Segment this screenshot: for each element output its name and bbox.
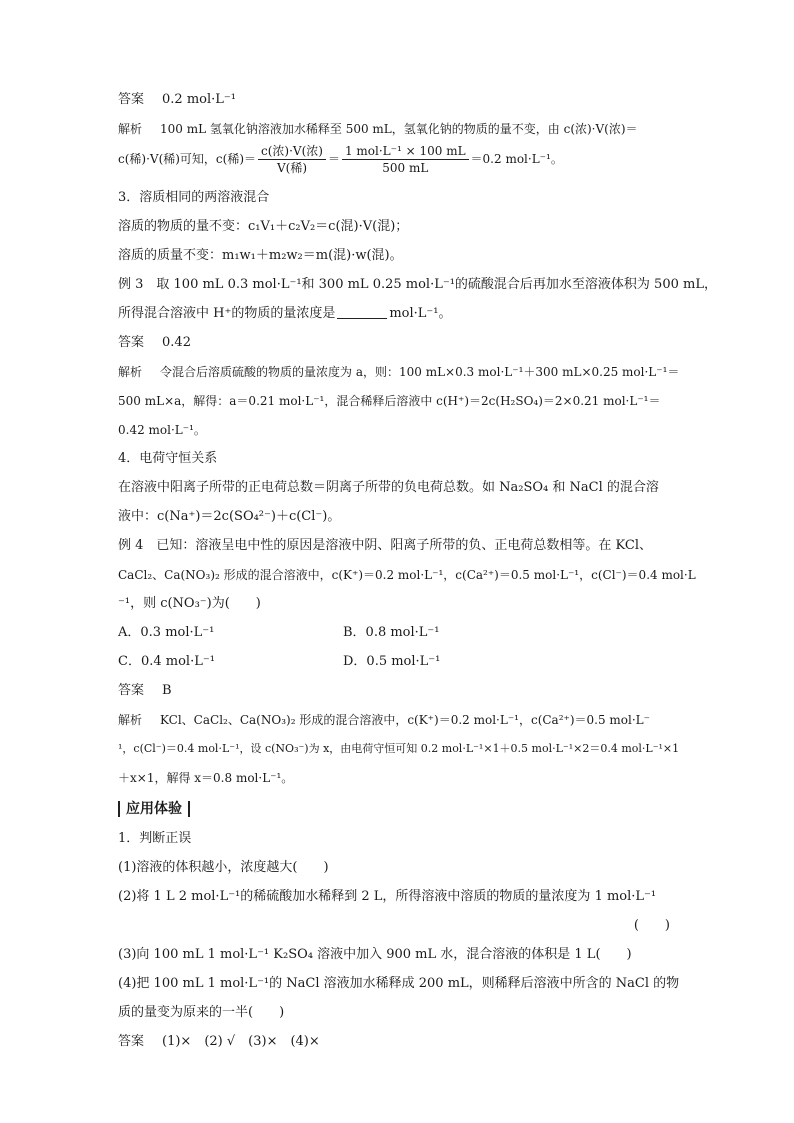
answer-blank (337, 304, 387, 319)
analysis-3-line-1: 解析 令混合后溶质硫酸的物质的量浓度为 a，则：100 mL×0.3 mol·L⁻¹＋300 mL×0.25 mol·L⁻¹＝ (118, 365, 680, 379)
answer-1 (118, 90, 678, 110)
option-b[interactable]: B．0.8 mol·L⁻¹ (343, 625, 440, 640)
question-1[interactable]: (1)溶液的体积越小，浓度越大( ) (118, 860, 329, 875)
answer-4: 答案 B (118, 683, 172, 698)
section-4-line-2: 液中：c(Na⁺)＝2c(SO₄²⁻)＋c(Cl⁻)。 (118, 509, 341, 524)
option-a[interactable]: A．0.3 mol·L⁻¹ (118, 625, 215, 640)
option-c[interactable]: C．0.4 mol·L⁻¹ (118, 654, 215, 669)
section-4-line-1: 在溶液中阳离子所带的正电荷总数＝阴离子所带的负电荷总数。如 Na₂SO₄ 和 NaCl 的混合溶 (118, 480, 659, 495)
question-title: 1．判断正误 (118, 831, 192, 846)
option-d[interactable]: D．0.5 mol·L⁻¹ (343, 654, 441, 669)
question-2[interactable]: (2)将 1 L 2 mol·L⁻¹的稀硫酸加水稀释到 2 L，所得溶液中溶质的物质的量浓度为 1 mol·L⁻¹ (118, 889, 657, 904)
analysis-4-line-2: ¹，c(Cl⁻)＝0.4 mol·L⁻¹，设 c(NO₃⁻)为 x，由电荷守恒可知 0.2 mol·L⁻¹×1＋0.5 mol·L⁻¹×2＝0.4 mol·L⁻¹×1 (118, 742, 680, 755)
fraction-concentration: $\frac{\text{c(浓)·V(浓)}}{\text{V(稀)}}$ (258, 143, 326, 176)
analysis-1-line-1: 解析 100 mL 氢氧化钠溶液加水稀释至 500 mL，氢氧化钠的物质的量不变，由 c(浓)·V(浓)＝ (118, 119, 678, 139)
analysis-3-line-3: 0.42 mol·L⁻¹。 (118, 423, 206, 437)
question-4-line-1[interactable]: (4)把 100 mL 1 mol·L⁻¹的 NaCl 溶液加水稀释成 200 mL，则稀释后溶液中所含的 NaCl 的物 (118, 976, 680, 991)
fraction-values: $\frac{\text{1 mol·L⁻¹ × 100 mL}}{500 mL}$ (342, 143, 469, 176)
example-4-line-3: ⁻¹，则 c(NO₃⁻)为( ) (118, 596, 261, 611)
example-4-line-1: 例 4 已知：溶液呈电中性的原因是溶液中阴、阳离子所带的负、正电荷总数相等。在 KCl、 (118, 538, 653, 553)
document-page (118, 90, 717, 1052)
example-4-line-2: CaCl₂、Ca(NO₃)₂ 形成的混合溶液中，c(K⁺)＝0.2 mol·L⁻¹，c(Ca²⁺)＝0.5 mol·L⁻¹，c(Cl⁻)＝0.4 mol·L (118, 568, 696, 582)
analysis-1-line-2: c(稀)·V(稀)可知，c(稀)＝ $\frac{\text{c(浓)·V(浓)}}{\text{V(稀)}}$ ＝ $\frac{\text{1 mol·L⁻¹ × 100 mL}}{500 mL}$ ＝0.2 mol·L⁻¹。 (118, 143, 563, 175)
example-3-line-1: 例 3 取 100 mL 0.3 mol·L⁻¹和 300 mL 0.25 mol·L⁻¹的硫酸混合后再加水至溶液体积为 500 mL， (118, 277, 717, 292)
answer-label: 答案 (118, 92, 145, 107)
question-2-paren[interactable]: ( ) (633, 918, 670, 933)
analysis-4-line-3: ＋x×1，解得 x＝0.8 mol·L⁻¹。 (118, 771, 294, 785)
question-4-line-2[interactable]: 质的量变为原来的一半( ) (118, 1005, 285, 1020)
question-3[interactable]: (3)向 100 mL 1 mol·L⁻¹ K₂SO₄ 溶液中加入 900 mL 水，混合溶液的体积是 1 L( ) (118, 947, 632, 962)
analysis-label: 解析 (118, 122, 143, 136)
answer-3: 答案 0.42 (118, 335, 191, 350)
options-row-2 (118, 652, 678, 672)
options-row-1 (118, 623, 678, 643)
section-4-title: 4．电荷守恒关系 (118, 451, 218, 466)
analysis-3-line-2: 500 mL×a，解得：a＝0.21 mol·L⁻¹，混合稀释后溶液中 c(H⁺)＝2c(H₂SO₄)＝2×0.21 mol·L⁻¹＝ (118, 394, 661, 408)
example-3-line-2: 所得混合溶液中 H⁺的物质的量浓度是 mol·L⁻¹。 (118, 306, 452, 321)
section-3-line-2: 溶质的质量不变：m₁w₁＋m₂w₂＝m(混)·w(混)。 (118, 248, 403, 263)
answer-text: 0.2 mol·L⁻¹ (162, 92, 236, 107)
section-3-title: 3．溶质相同的两溶液混合 (118, 190, 270, 205)
practice-answer: 答案 (1)× (2) √ (3)× (4)× (118, 1034, 320, 1049)
analysis-4-line-1: 解析 KCl、CaCl₂、Ca(NO₃)₂ 形成的混合溶液中，c(K⁺)＝0.2 mol·L⁻¹，c(Ca²⁺)＝0.5 mol·L⁻ (118, 713, 650, 727)
section-3-line-1: 溶质的物质的量不变：c₁V₁＋c₂V₂＝c(混)·V(混)； (118, 219, 409, 234)
practice-heading: 应用体验 (118, 797, 678, 820)
